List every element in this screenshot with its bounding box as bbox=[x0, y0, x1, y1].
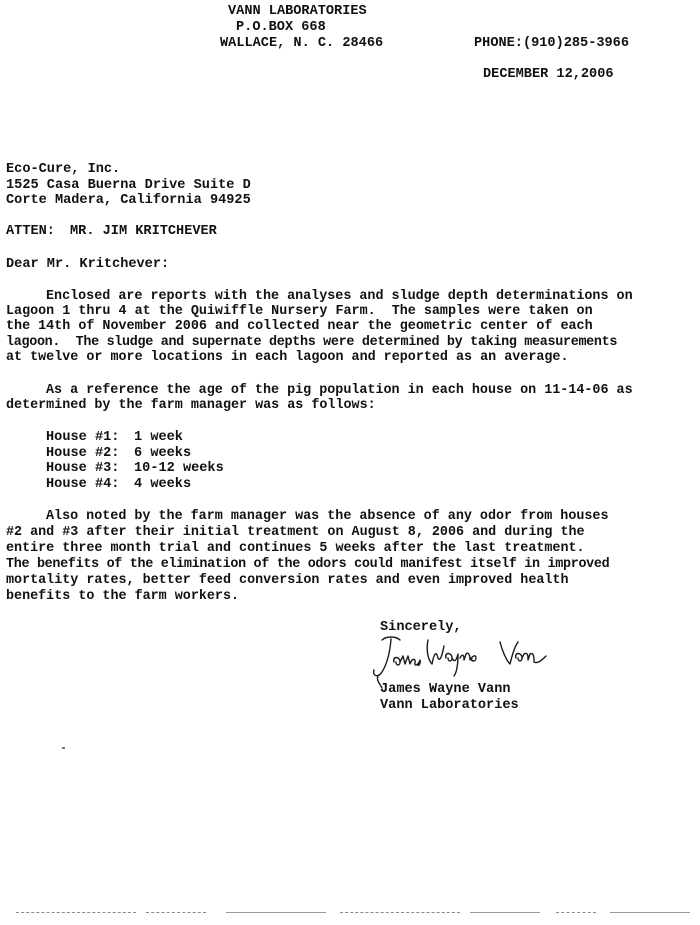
paragraph-line: #2 and #3 after their initial treatment on August 8, 2006 and during the bbox=[6, 525, 585, 540]
paragraph-line: mortality rates, better feed conversion rates and even improved health bbox=[6, 573, 569, 588]
signer-name: James Wayne Vann bbox=[380, 682, 511, 697]
recipient-name: Eco-Cure, Inc. bbox=[6, 162, 121, 177]
paragraph-line: entire three month trial and continues 5 weeks after the last treatment. bbox=[6, 541, 585, 556]
paragraph-line: Also noted by the farm manager was the absence of any odor from houses bbox=[46, 509, 609, 524]
house-label: House #3: bbox=[46, 461, 120, 476]
house-age: 10-12 weeks bbox=[134, 461, 224, 476]
paragraph-line: lagoon. The sludge and supernate depths were determined by taking measurements bbox=[6, 335, 618, 350]
house-age: 1 week bbox=[134, 430, 183, 445]
closing: Sincerely, bbox=[380, 620, 462, 635]
footer-rule bbox=[146, 912, 206, 913]
scan-speck bbox=[62, 747, 65, 749]
footer-rule bbox=[340, 912, 460, 913]
house-label: House #4: bbox=[46, 477, 120, 492]
paragraph-line: Lagoon 1 thru 4 at the Quiwiffle Nursery Farm. The samples were taken on bbox=[6, 304, 593, 319]
letterhead-phone: PHONE:(910)285-3966 bbox=[474, 36, 629, 51]
paragraph-line: As a reference the age of the pig population in each house on 11-14-06 as bbox=[46, 383, 633, 398]
recipient-city: Corte Madera, California 94925 bbox=[6, 193, 251, 208]
paragraph-line: The benefits of the elimination of the odors could manifest itself in improved bbox=[6, 557, 610, 572]
footer-rule bbox=[610, 912, 690, 913]
paragraph-line: at twelve or more locations in each lagoon and reported as an average. bbox=[6, 350, 569, 365]
letterhead-city: WALLACE, N. C. 28466 bbox=[220, 36, 384, 51]
letterhead-po-box: P.O.BOX 668 bbox=[236, 20, 326, 35]
footer-rule bbox=[470, 912, 540, 913]
house-age: 4 weeks bbox=[134, 477, 192, 492]
attention-label: ATTEN: bbox=[6, 224, 55, 239]
paragraph-line: Enclosed are reports with the analyses and sludge depth determinations on bbox=[46, 289, 633, 304]
recipient-street: 1525 Casa Buerna Drive Suite D bbox=[6, 178, 251, 193]
paragraph-line: the 14th of November 2006 and collected near the geometric center of each bbox=[6, 319, 593, 334]
letter-date: DECEMBER 12,2006 bbox=[483, 67, 614, 82]
salutation: Dear Mr. Kritchever: bbox=[6, 257, 170, 272]
signer-organization: Vann Laboratories bbox=[380, 698, 519, 713]
paragraph-line: benefits to the farm workers. bbox=[6, 589, 240, 604]
footer-rule bbox=[556, 912, 596, 913]
footer-rule bbox=[16, 912, 136, 913]
house-label: House #1: bbox=[46, 430, 120, 445]
letterhead-company: VANN LABORATORIES bbox=[228, 4, 367, 19]
attention-name: MR. JIM KRITCHEVER bbox=[70, 224, 217, 239]
footer-rule bbox=[226, 912, 326, 913]
house-label: House #2: bbox=[46, 446, 120, 461]
paragraph-line: determined by the farm manager was as follows: bbox=[6, 398, 376, 413]
house-age: 6 weeks bbox=[134, 446, 192, 461]
